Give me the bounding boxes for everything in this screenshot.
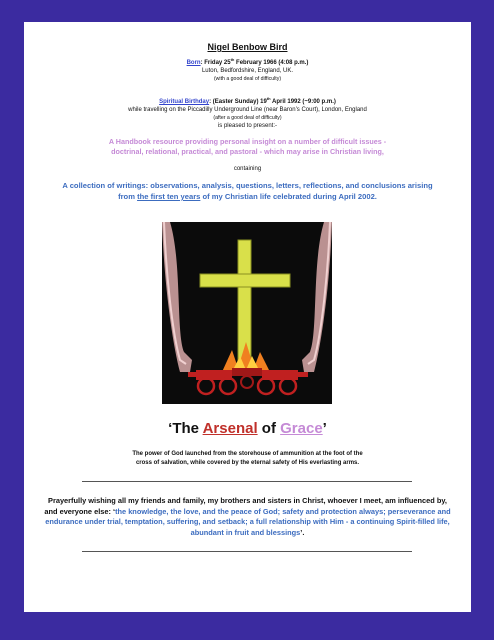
born-ordinal: th: [230, 57, 235, 62]
description-line-2: cross of salvation, while covered by the eternal safety of His everlasting arms.: [135, 459, 360, 466]
title-word-grace: Grace: [280, 420, 323, 437]
prayer-quote-open: ‘: [113, 506, 116, 516]
first-ten-years-link: the first ten years: [137, 192, 201, 201]
spiritual-date-start: : (Easter Sunday) 19: [209, 99, 267, 105]
handbook-text: [24, 137, 471, 157]
title-open-quote: ‘: [168, 420, 173, 437]
handbook-line-1: A Handbook resource providing personal insight on a number of difficult issues -: [108, 137, 387, 146]
spiritual-date-end: April 1992 (~9:00 p.m.): [270, 99, 336, 105]
spiritual-label: Spiritual Birthday: [159, 99, 210, 105]
document-page: [24, 22, 471, 612]
containing-text: containing: [233, 166, 262, 172]
book-title: [24, 420, 471, 437]
born-block: [24, 56, 471, 83]
born-line: [24, 56, 471, 67]
spiritual-line: [24, 95, 471, 106]
author-name: Nigel Benbow Bird: [207, 42, 288, 52]
present-line: is pleased to present:-: [217, 123, 278, 129]
collection-line-1: A collection of writings: observations, analysis, questions, letters, reflections, and conclusions arising: [62, 181, 433, 190]
prayer-intro: Prayerfully wishing all my friends and family, my brothers and sisters in Christ, whoever I meet, am influenced by, and everyone else:: [44, 496, 447, 516]
born-note: (with a good deal of difficulty): [213, 76, 282, 82]
title-word-arsenal: Arsenal: [202, 420, 258, 437]
spiritual-ordinal: th: [266, 96, 271, 101]
spiritual-place: while travelling on the Piccadilly Underground Line (near Baron’s Court), London, England: [128, 107, 367, 113]
born-label: Born: [186, 60, 201, 66]
collection-line-2-end: of my Christian life celebrated during April 2002.: [200, 192, 377, 201]
born-date-start: : Friday 25: [200, 60, 231, 66]
collection-line-2: [24, 191, 471, 202]
description-line-1: The power of God launched from the storehouse of ammunition at the foot of the: [132, 451, 363, 457]
collection-text: [24, 180, 471, 202]
title-close-quote: ’: [322, 420, 327, 437]
spiritual-block: [24, 95, 471, 130]
divider-bottom: [82, 551, 412, 552]
handbook-line-2: doctrinal, relational, practical, and pastoral - which may arise in Christian living,: [111, 147, 384, 156]
title-word-the: The: [172, 420, 203, 437]
title-word-of: of: [257, 420, 281, 437]
divider-top: [82, 481, 412, 482]
born-date-end: February 1966 (4:08 p.m.): [234, 60, 309, 66]
born-place: Luton, Bedfordshire, England, UK.: [201, 68, 294, 74]
cross-artwork: [162, 222, 332, 404]
spiritual-note: (after a good deal of difficulty): [213, 115, 282, 121]
collection-line-2-start: from: [118, 192, 138, 201]
prayer-blessing: the knowledge, the love, and the peace of God; safety and protection always; perseverance and endurance under trial, temptation, suffering, and setback; a full relationship with Him - a continuing Spirit-filled life, abundant in fruit and blessings: [45, 506, 451, 537]
title-description: [24, 450, 471, 467]
prayer-quote-close: ’.: [300, 527, 305, 537]
cross-painting-icon: [162, 222, 332, 404]
prayer-text: [24, 496, 471, 538]
